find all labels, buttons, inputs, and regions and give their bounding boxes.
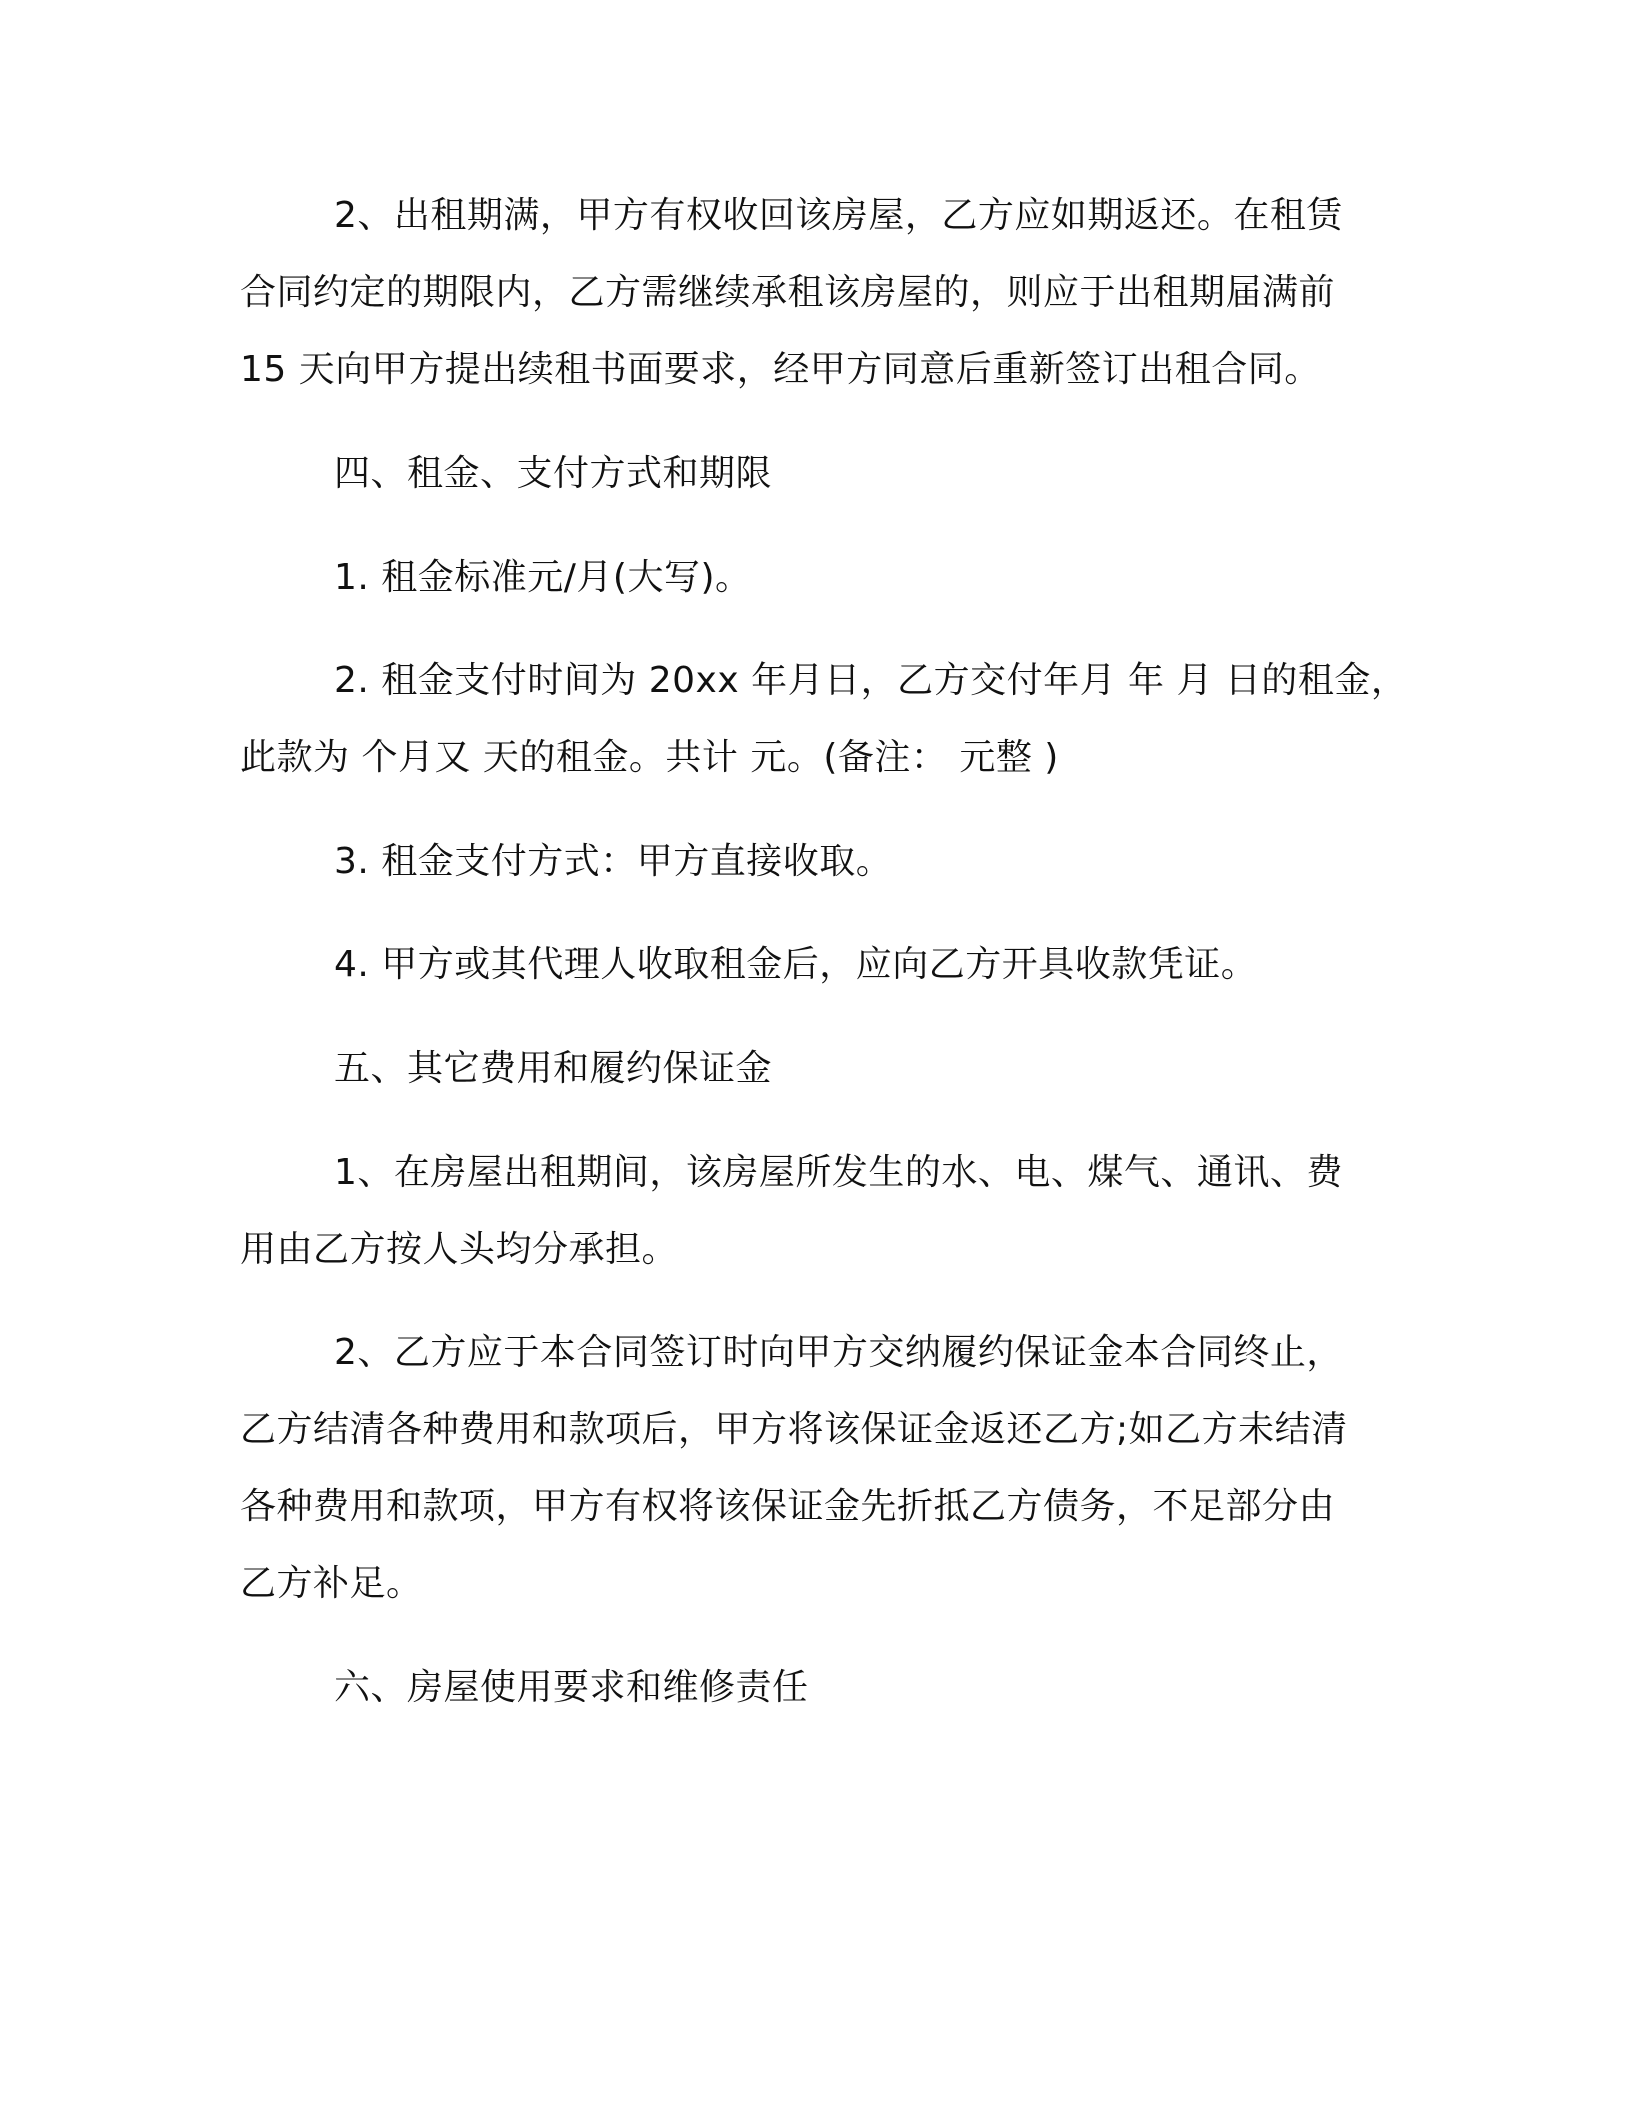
section-heading: 五、其它费用和履约保证金	[334, 1048, 773, 1089]
text-line: 各种费用和款项，甲方有权将该保证金先折抵乙方债务，不足部分由	[240, 1486, 1336, 1527]
text-line: 15 天向甲方提出续租书面要求，经甲方同意后重新签订出租合同。	[240, 349, 1321, 390]
section-heading: 四、租金、支付方式和期限	[334, 453, 773, 494]
text-line: 1. 租金标准元/月(大写)。	[334, 557, 752, 598]
section-heading: 六、房屋使用要求和维修责任	[334, 1667, 809, 1708]
text-line: 乙方结清各种费用和款项后，甲方将该保证金返还乙方;如乙方未结清	[240, 1409, 1348, 1450]
text-line: 4. 甲方或其代理人收取租金后，应向乙方开具收款凭证。	[334, 944, 1258, 985]
text-line: 此款为 个月又 天的租金。共计 元。(备注： 元整 )	[240, 737, 1059, 778]
text-line: 1、在房屋出租期间，该房屋所发生的水、电、煤气、通讯、费	[334, 1152, 1343, 1193]
text-line: 用由乙方按人头均分承担。	[240, 1229, 679, 1270]
text-line: 2、出租期满，甲方有权收回该房屋，乙方应如期返还。在租赁	[334, 195, 1343, 236]
text-line: 2. 租金支付时间为 20xx 年月日，乙方交付年月 年 月 日的租金，	[334, 660, 1408, 701]
text-line: 2、乙方应于本合同签订时向甲方交纳履约保证金本合同终止，	[334, 1332, 1343, 1373]
text-line: 乙方补足。	[240, 1563, 423, 1604]
text-line: 合同约定的期限内，乙方需继续承租该房屋的，则应于出租期届满前	[240, 272, 1336, 313]
text-line: 3. 租金支付方式：甲方直接收取。	[334, 841, 893, 882]
